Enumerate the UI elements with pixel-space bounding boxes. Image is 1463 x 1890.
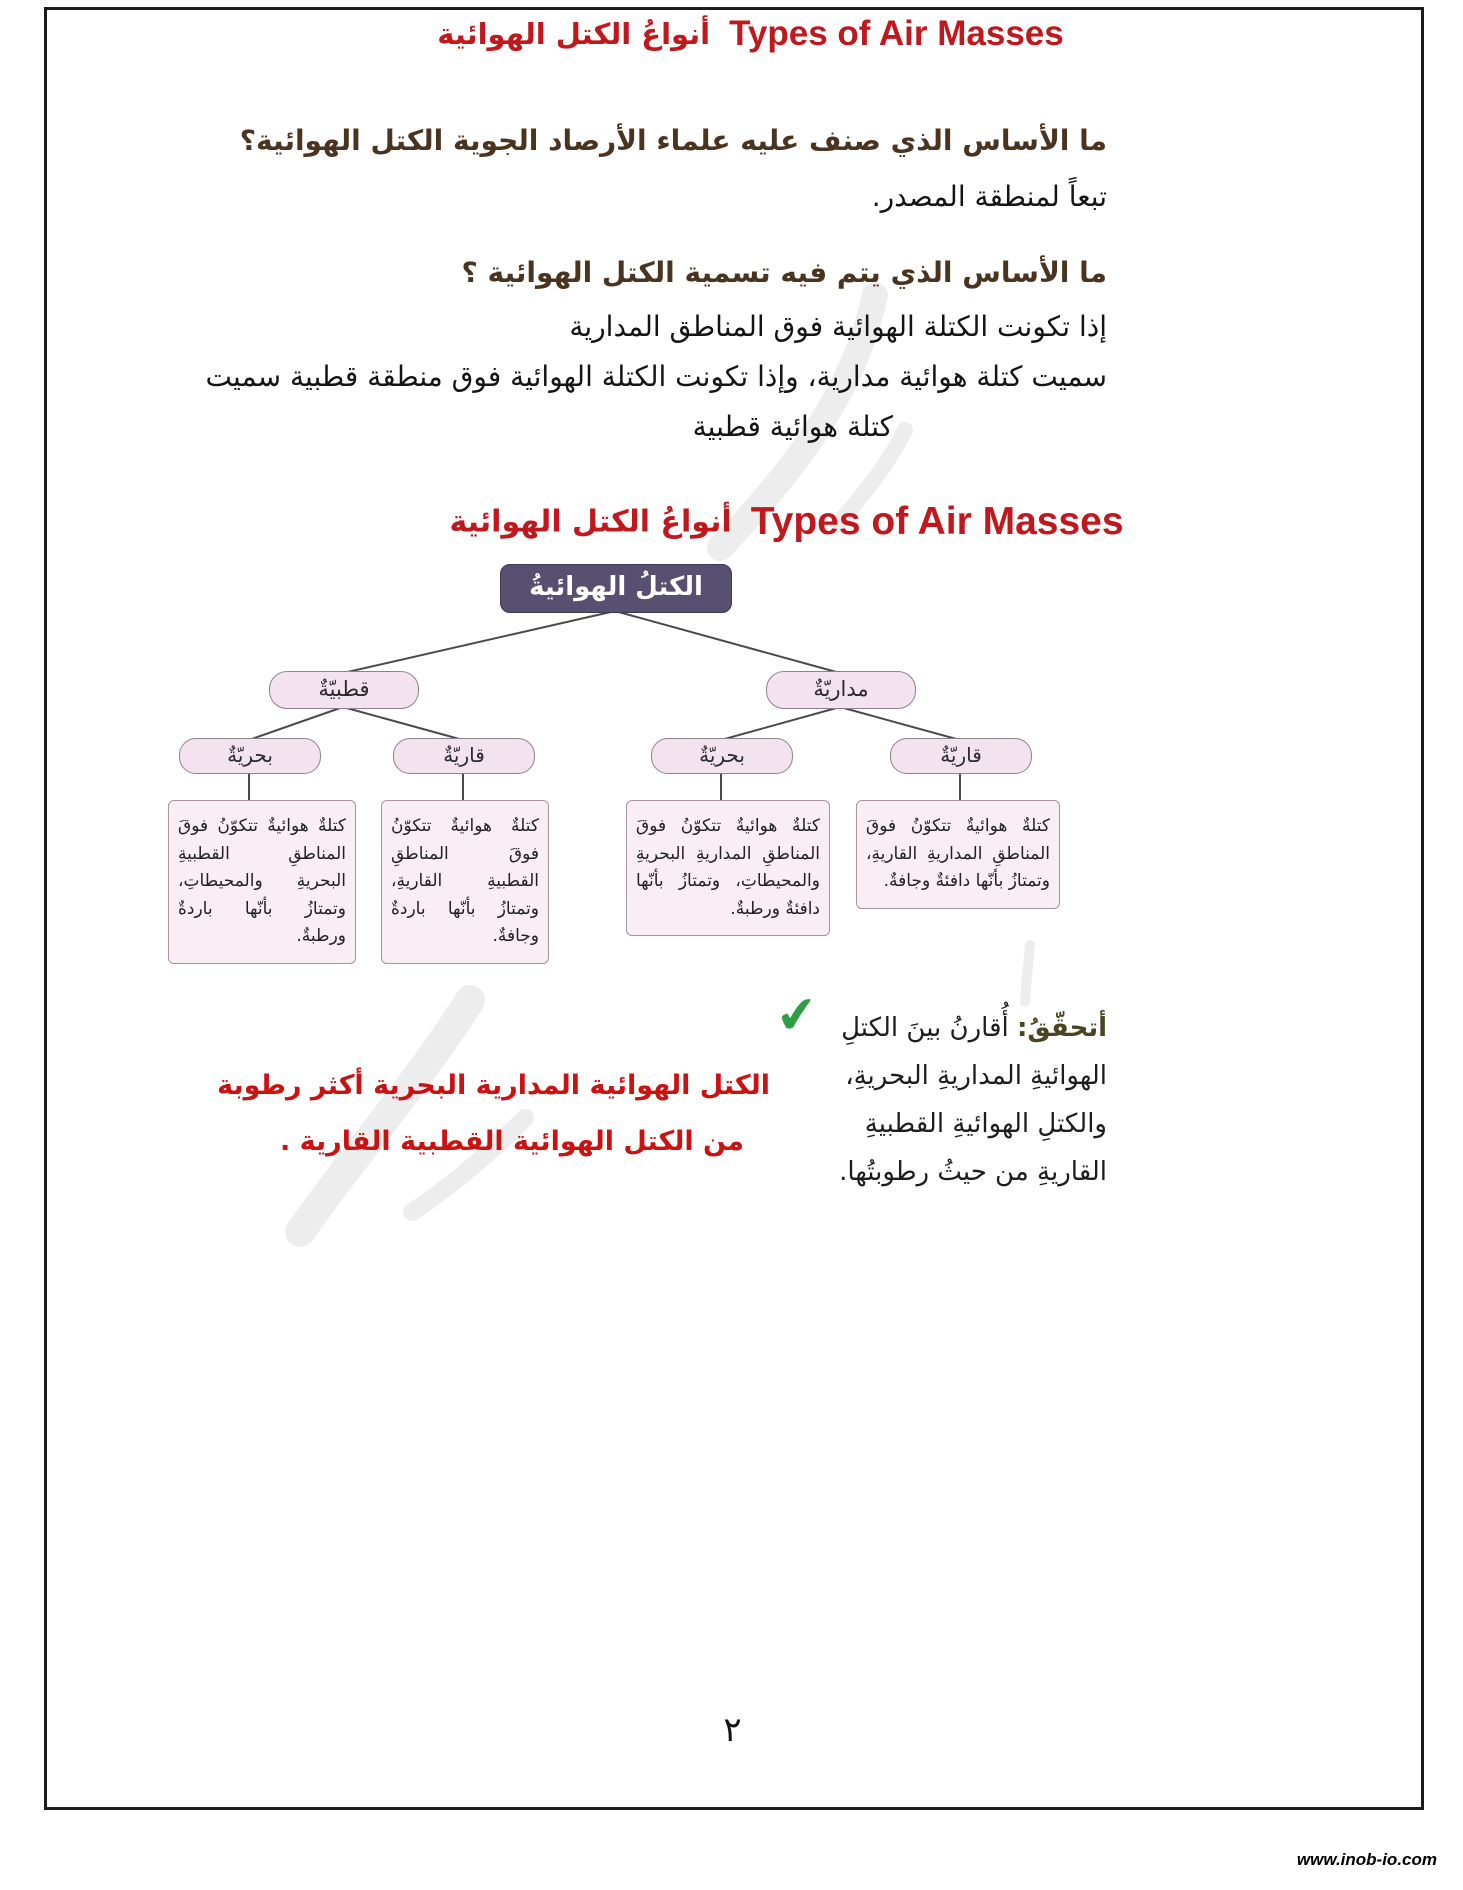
diagram-title-arabic: أنواعُ الكتل الهوائية [449,504,732,540]
check-prompt-line-2: الهوائيةِ المداريةِ البحريةِ، [845,1061,1107,1091]
polar-node: قطبيّةٌ [269,671,419,709]
check-prompt-line-3: والكتلِ الهوائيةِ القطبيةِ [864,1109,1107,1139]
question-2: ما الأساس الذي يتم فيه تسمية الكتل الهوائية ؟ [461,256,1107,289]
question-1: ما الأساس الذي صنف عليه علماء الأرصاد الجوية الكتل الهوائية؟ [239,124,1107,157]
answer-2-line-2: سميت كتلة هوائية مدارية، وإذا تكونت الكتلة الهوائية فوق منطقة قطبية سميت [205,360,1107,393]
page-title-english: Types of Air Masses [729,14,1064,53]
site-watermark: www.inob-io.com [1296,1850,1437,1869]
check-prompt-line-4: القاريةِ من حيثُ رطوبتُها. [839,1157,1107,1187]
polar-maritime-description: كتلةٌ هوائيةٌ تتكوّنُ فوقَ المناطقِ القطبيةِ البحريةِ والمحيطاتِ، وتمتازُ بأنّها باردةٌ ورطبةٌ. [168,800,356,964]
polar-continental-description: كتلةٌ هوائيةٌ تتكوّنُ فوقَ المناطقِ القطبيةِ القاريةِ، وتمتازُ بأنّها باردةٌ وجافةٌ. [381,800,549,964]
page-title [63,14,1438,54]
check-prompt [839,1004,1107,1196]
tropical-node: مداريّةٌ [766,671,916,709]
diagram-title-english: Types of Air Masses [750,500,1124,543]
check-prompt-line-1 [839,1004,1107,1052]
answer-2-line-1: إذا تكونت الكتلة الهوائية فوق المناطق المدارية [569,310,1107,343]
check-answer-line-1: الكتل الهوائية المدارية البحرية أكثر رطوبة [217,1070,770,1101]
page-number: ٢ [723,1710,742,1750]
polar-maritime-node: بحريّةٌ [179,738,321,774]
answer-2-line-3: كتلة هوائية قطبية [692,410,893,443]
tropical-maritime-description: كتلةٌ هوائيةٌ تتكوّنُ فوقَ المناطقِ المداريةِ البحريةِ والمحيطاتِ، وتمتازُ بأنّها دافئةٌ ورطبةٌ. [626,800,830,936]
answer-1: تبعاً لمنطقة المصدر. [871,180,1107,213]
check-prompt-line-1-rest: أُقارنُ بينَ الكتلِ [841,1013,1009,1043]
check-icon: ✔ [773,983,821,1047]
air-masses-root-node: الكتلُ الهوائيةُ [500,564,732,613]
tropical-continental-description: كتلةٌ هوائيةٌ تتكوّنُ فوقَ المناطقِ المداريةِ القاريةِ، وتمتازُ بأنّها دافئةٌ وجافةٌ. [856,800,1060,909]
polar-continental-node: قاريّةٌ [393,738,535,774]
check-answer [217,1058,770,1170]
page-title-arabic: أنواعُ الكتل الهوائية [437,17,711,51]
diagram-title [99,500,1463,544]
check-answer-line-2: من الكتل الهوائية القطبية القارية . [280,1126,744,1157]
check-label: أتحقّقُ: [1017,1013,1107,1043]
tropical-continental-node: قاريّةٌ [890,738,1032,774]
tropical-maritime-node: بحريّةٌ [651,738,793,774]
